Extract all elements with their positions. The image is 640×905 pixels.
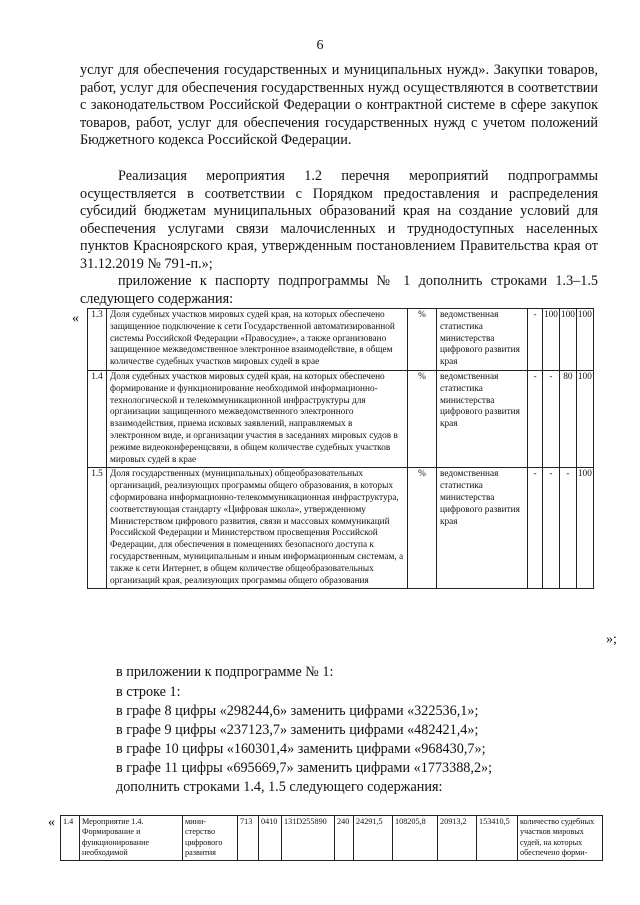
vr-cell: 240 <box>335 816 354 861</box>
value-cell: - <box>543 468 560 589</box>
unit-cell: % <box>408 309 437 371</box>
table-row <box>88 370 594 467</box>
value-cell: 100 <box>576 468 593 589</box>
value-cell: 80 <box>559 370 576 467</box>
paragraph-procurement: услуг для обеспечения государственных и муниципальных нужд». Закупки товаров, работ, услуг для обеспечения государственных нужд осуществляются в соответствии с законодательством Российской Федерации о контрактной системе в сфере закупок товаров, работ, услуг для обеспечения государственных нужд с учетом положений Бюджетного кодекса Российской Федерации. <box>80 62 598 149</box>
unit-cell: % <box>408 370 437 467</box>
edit-line: в графе 10 цифры «160301,4» заменить цифрами «968430,7»; <box>116 741 486 757</box>
open-quote: « <box>72 311 79 326</box>
value-cell: - <box>528 370 543 467</box>
year2-cell: 108205,8 <box>393 816 438 861</box>
indicators-table <box>87 308 594 589</box>
executor-cell: мини-стерство цифрового развития <box>183 816 238 861</box>
value-cell: 100 <box>576 370 593 467</box>
edit-line: в графе 11 цифры «695669,7» заменить цифрами «1773388,2»; <box>116 760 493 776</box>
table-row <box>88 309 594 371</box>
rzpr-cell: 0410 <box>259 816 282 861</box>
year1-cell: 24291,5 <box>354 816 393 861</box>
indicator-name: Доля судебных участков мировых судей края, на которых обеспечено формирование и функционирование необходимой информационно-технологической и телекоммуникационной инфраструктуры для организации защищенного межведомственного электронного взаимодействия, приема исковых заявлений, направляемых в электронном виде, и организации участия в заседаниях мировых судов в режиме видеоконференцсвязи, в общем количестве судебных участков мировых судей в крае <box>107 370 408 467</box>
edit-line: в строке 1: <box>116 684 181 700</box>
measure-name: Мероприятие 1.4. Формирование и функционирование необходимой <box>80 816 183 861</box>
paragraph-passport-appendix: приложение к паспорту подпрограммы № 1 дополнить строками 1.3–1.5 следующего содержания: <box>80 273 598 307</box>
result-cell: количество судебных участков мировых судей, на которых обеспечено форми- <box>518 816 603 861</box>
row-number: 1.4 <box>88 370 107 467</box>
row-number: 1.5 <box>88 468 107 589</box>
year3-cell: 20913,2 <box>438 816 477 861</box>
value-cell: 100 <box>543 309 560 371</box>
value-cell: 100 <box>576 309 593 371</box>
edit-line: в приложении к подпрограмме № 1: <box>116 664 334 680</box>
source-cell: ведомственная статистика министерства цифрового развития края <box>437 468 528 589</box>
csr-cell: 131D255890 <box>282 816 335 861</box>
table-row <box>88 468 594 589</box>
measures-table <box>60 815 603 861</box>
value-cell: 100 <box>559 309 576 371</box>
open-quote-2: « <box>48 815 55 830</box>
edit-line: в графе 9 цифры «237123,7» заменить цифрами «482421,4»; <box>116 722 479 738</box>
indicator-name: Доля государственных (муниципальных) общеобразовательных организаций, реализующих программы общего образования, в которых сформирована информационно-телекоммуникационная инфраструктура, соответствующая стандарту «Цифровая школа», утвержденному Министерством цифрового развития, связи и массовых коммуникаций Российской Федерации и Министерством просвещения Российской Федерации, для обеспечения в помещениях безопасного доступа к государственным, муниципальным и иным информационным системам, а также к сети Интернет, в общем количестве общеобразовательных организаций края, реализующих программы общего образования <box>107 468 408 589</box>
source-cell: ведомственная статистика министерства цифрового развития края <box>437 309 528 371</box>
paragraph-implementation: Реализация мероприятия 1.2 перечня мероприятий подпрограммы осуществляется в соответствии с Порядком предоставления и распределения субсидий бюджетам муниципальных образований края на создание условий для обеспечения услугами связи малочисленных и труднодоступных населенных пунктов Красноярского края, утвержденным постановлением Правительства края от 31.12.2019 № 791-п.»; <box>80 168 598 272</box>
table-row <box>61 816 603 861</box>
indicator-name: Доля судебных участков мировых судей края, на которых обеспечено защищенное подключение к сети Государственной автоматизированной системы Российской Федерации «Правосудие», а также организовано защищенное межведомственное электронное взаимодействие, в общем количестве судебных участков мировых судей в крае <box>107 309 408 371</box>
source-cell: ведомственная статистика министерства цифрового развития края <box>437 370 528 467</box>
total-cell: 153410,5 <box>477 816 518 861</box>
grbs-cell: 713 <box>238 816 259 861</box>
edit-line: дополнить строками 1.4, 1.5 следующего содержания: <box>116 779 443 795</box>
row-number: 1.4 <box>61 816 80 861</box>
unit-cell: % <box>408 468 437 589</box>
value-cell: - <box>559 468 576 589</box>
row-number: 1.3 <box>88 309 107 371</box>
value-cell: - <box>528 468 543 589</box>
edit-line: в графе 8 цифры «298244,6» заменить цифрами «322536,1»; <box>116 703 479 719</box>
page-number: 6 <box>316 38 324 53</box>
close-quote: »; <box>606 632 617 647</box>
value-cell: - <box>543 370 560 467</box>
value-cell: - <box>528 309 543 371</box>
